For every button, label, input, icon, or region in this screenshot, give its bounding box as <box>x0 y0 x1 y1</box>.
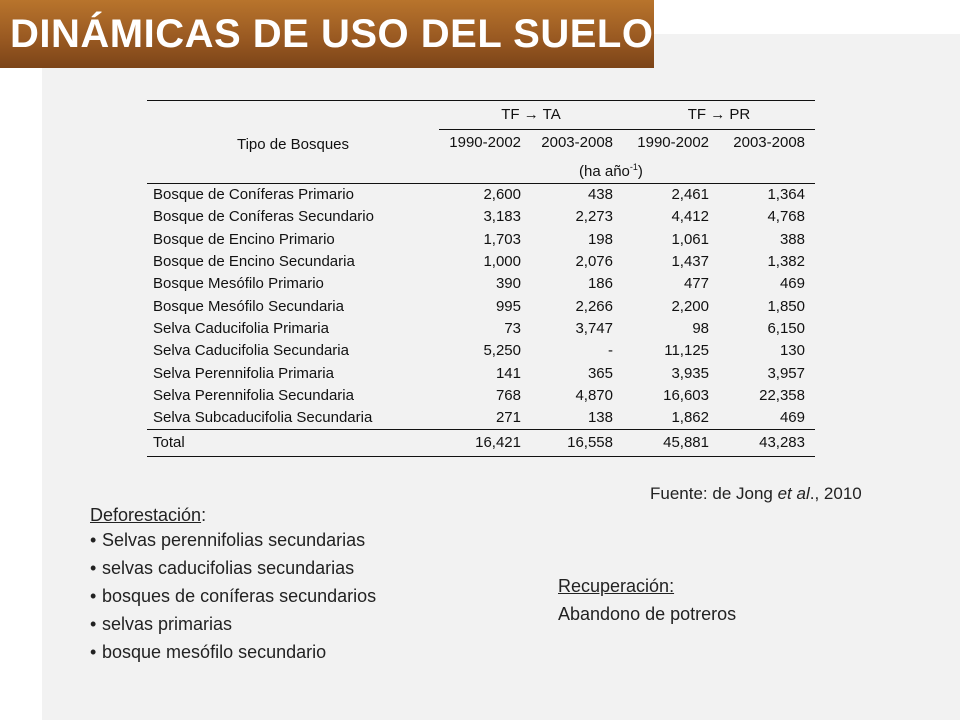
table-cell: 4,768 <box>767 208 805 226</box>
source-citation <box>650 484 862 504</box>
table-row <box>147 251 815 273</box>
row-label: Bosque de Coníferas Primario <box>153 186 354 204</box>
row-label: Selva Caducifolia Primaria <box>153 319 329 337</box>
table-cell: 4,870 <box>575 386 613 404</box>
table-cell: 73 <box>504 319 521 337</box>
table-cell: 5,250 <box>483 342 521 360</box>
table-cell: 16,603 <box>663 386 709 404</box>
table-cell: 388 <box>779 230 805 248</box>
table-cell: - <box>608 342 613 360</box>
table-row <box>147 206 815 228</box>
header-group-tf-ta: TF → TA <box>439 101 623 130</box>
row-label: Selva Perennifolia Primaria <box>153 364 334 382</box>
table-cell: 6,150 <box>767 319 805 337</box>
recovery-block <box>558 572 736 628</box>
table-cell: 4,412 <box>671 208 709 226</box>
list-item <box>90 526 376 554</box>
table-cell: 477 <box>683 275 709 293</box>
row-label: Bosque de Coníferas Secundario <box>153 208 374 226</box>
recovery-text: Abandono de potreros <box>558 604 737 624</box>
table-row <box>147 184 815 207</box>
unit-close: ) <box>637 163 643 180</box>
list-item-text: bosque mesófilo secundario <box>102 642 327 662</box>
table-cell: 1,382 <box>767 253 805 271</box>
table-cell: 3,747 <box>575 319 613 337</box>
table-unit-row <box>147 156 815 184</box>
list-item-text: Selvas perennifolias secundarias <box>102 530 366 550</box>
table-row <box>147 340 815 362</box>
unit-exponent: -1 <box>629 162 638 172</box>
table-total-row <box>147 430 815 457</box>
total-cell: 16,558 <box>531 430 623 457</box>
bullet-icon: • <box>90 530 97 550</box>
total-cell: 43,283 <box>719 430 815 457</box>
table-cell: 271 <box>495 409 521 427</box>
table-cell: 2,076 <box>575 253 613 271</box>
source-suffix: ., 2010 <box>809 484 862 503</box>
table-cell: 186 <box>587 275 613 293</box>
row-label: Selva Perennifolia Secundaria <box>153 386 354 404</box>
table-cell: 2,273 <box>575 208 613 226</box>
row-label: Bosque Mesófilo Secundaria <box>153 297 344 315</box>
table-row <box>147 362 815 384</box>
table-body <box>147 184 815 430</box>
table-row <box>147 407 815 430</box>
table-row <box>147 295 815 317</box>
table-cell: 22,358 <box>759 386 805 404</box>
list-item-text: bosques de coníferas secundarios <box>102 586 377 606</box>
total-label: Total <box>147 430 439 457</box>
bullet-icon: • <box>90 586 97 606</box>
header-group-tf-pr: TF → PR <box>623 101 815 130</box>
table-cell: 141 <box>495 364 521 382</box>
row-label: Bosque Mesófilo Primario <box>153 275 324 293</box>
deforestation-colon: : <box>201 505 207 525</box>
row-label: Selva Caducifolia Secundaria <box>153 342 349 360</box>
table-cell: 365 <box>587 364 613 382</box>
row-label: Bosque de Encino Secundaria <box>153 253 355 271</box>
table-cell: 2,266 <box>575 297 613 315</box>
list-item <box>90 582 376 610</box>
table-row <box>147 385 815 407</box>
table-cell: 1,000 <box>483 253 521 271</box>
table-cell: 2,461 <box>671 186 709 204</box>
table-cell: 1,862 <box>671 409 709 427</box>
table-cell: 1,061 <box>671 230 709 248</box>
table-cell: 3,183 <box>483 208 521 226</box>
list-item <box>90 554 376 582</box>
table-cell: 1,850 <box>767 297 805 315</box>
table-cell: 198 <box>587 230 613 248</box>
table-cell: 130 <box>779 342 805 360</box>
table-row <box>147 318 815 340</box>
deforestation-table <box>147 100 815 457</box>
deforestation-heading: Deforestación <box>90 505 202 525</box>
table-cell: 469 <box>779 409 805 427</box>
table-cell: 1,703 <box>483 230 521 248</box>
bullet-icon: • <box>90 642 97 662</box>
header-period: 2003-2008 <box>541 134 613 151</box>
table-row <box>147 229 815 251</box>
list-item-text: selvas primarias <box>102 614 233 634</box>
list-item <box>90 610 376 638</box>
table-cell: 469 <box>779 275 805 293</box>
table-header-row <box>147 101 815 130</box>
unit-text: (ha año <box>579 163 630 180</box>
table-cell: 1,364 <box>767 186 805 204</box>
bullet-icon: • <box>90 614 97 634</box>
title-bar <box>0 0 654 68</box>
side-band <box>0 0 42 720</box>
table-cell: 1,437 <box>671 253 709 271</box>
header-period: 1990-2002 <box>449 134 521 151</box>
recovery-heading: Recuperación: <box>558 576 675 596</box>
table-cell: 3,957 <box>767 364 805 382</box>
table-cell: 995 <box>495 297 521 315</box>
source-prefix: Fuente: de Jong <box>650 484 778 503</box>
table-cell: 3,935 <box>671 364 709 382</box>
table-row <box>147 273 815 295</box>
header-forest-type: Tipo de Bosques <box>147 101 439 157</box>
deforestation-block <box>90 505 376 666</box>
header-period: 2003-2008 <box>733 134 805 151</box>
table-cell: 11,125 <box>664 342 709 360</box>
deforestation-list <box>90 526 376 666</box>
total-cell: 16,421 <box>439 430 531 457</box>
table-cell: 768 <box>495 386 521 404</box>
table-cell: 138 <box>587 409 613 427</box>
row-label: Bosque de Encino Primario <box>153 230 335 248</box>
deforestation-heading-line <box>90 505 376 526</box>
table-cell: 98 <box>692 319 709 337</box>
header-period: 1990-2002 <box>637 134 709 151</box>
unit-label <box>439 156 815 184</box>
list-item <box>90 638 376 666</box>
table-cell: 2,200 <box>671 297 709 315</box>
table-cell: 2,600 <box>483 186 521 204</box>
table-cell: 438 <box>587 186 613 204</box>
row-label: Selva Subcaducifolia Secundaria <box>153 409 373 427</box>
slide-title: DINÁMICAS DE USO DEL SUELO <box>10 12 654 56</box>
list-item-text: selvas caducifolias secundarias <box>102 558 355 578</box>
table-cell: 390 <box>495 275 521 293</box>
bullet-icon: • <box>90 558 97 578</box>
source-italic: et al <box>777 484 810 503</box>
total-cell: 45,881 <box>623 430 719 457</box>
